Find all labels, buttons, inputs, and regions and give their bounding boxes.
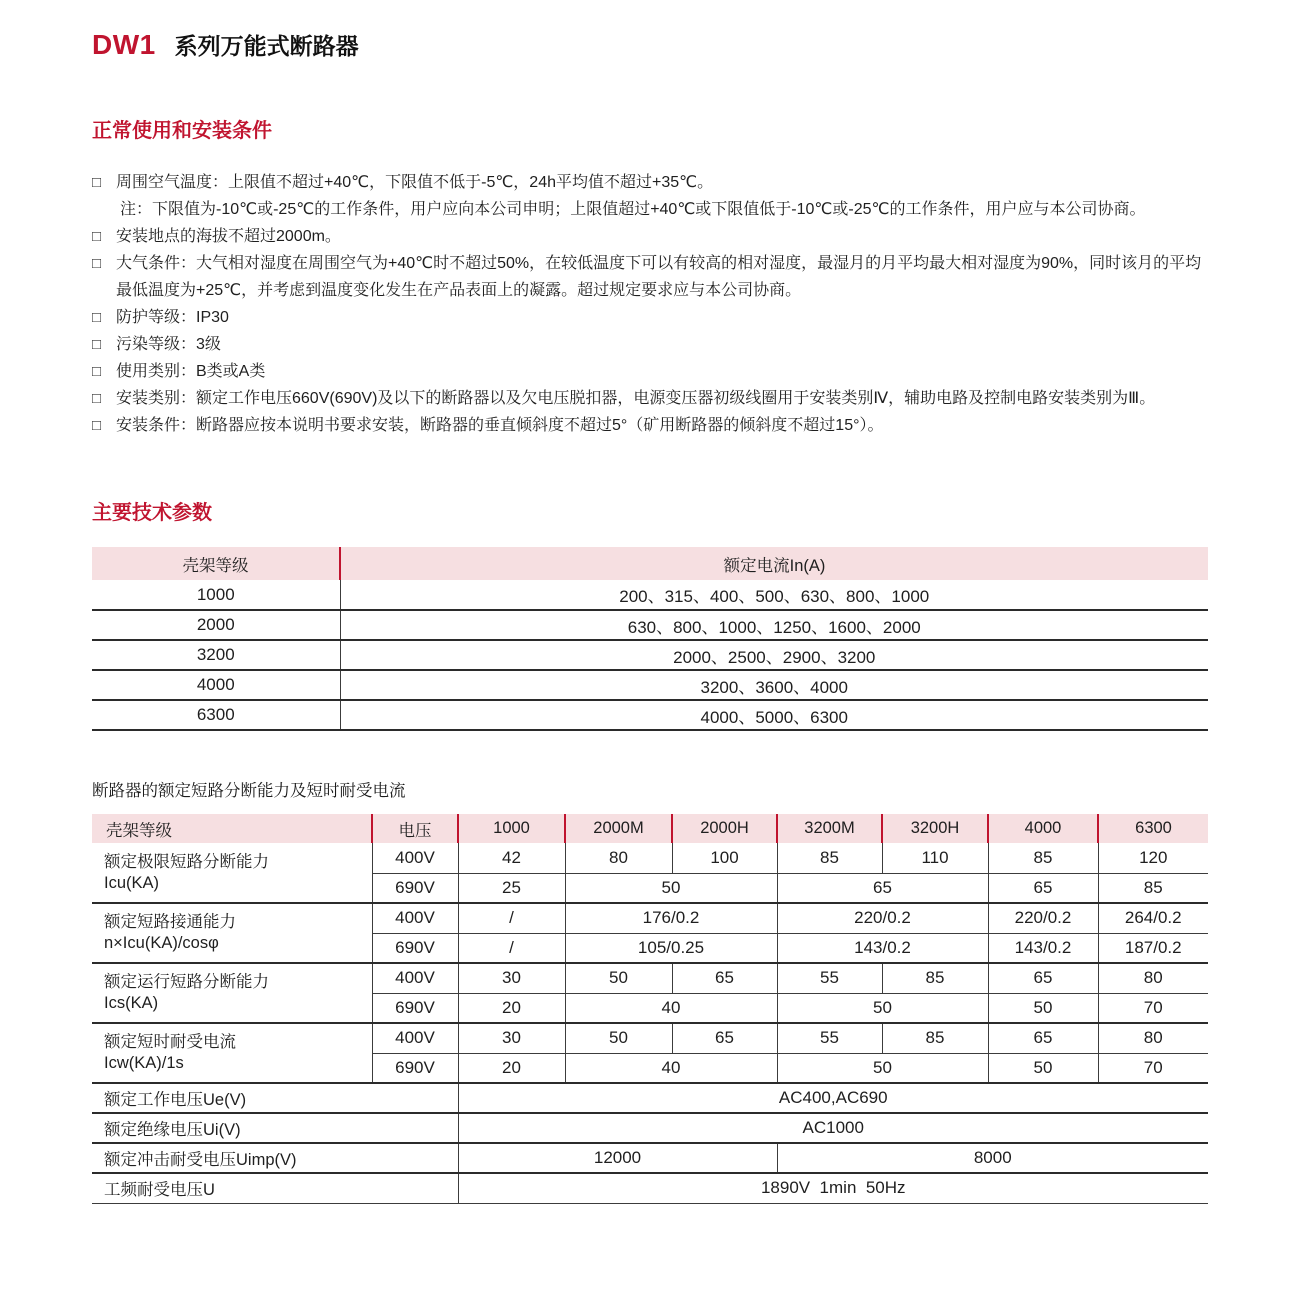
- condition-text: 大气条件：大气相对湿度在周围空气为+40℃时不超过50%，在较低温度下可以有较高的相对湿度，最湿月的月平均最大相对湿度为90%，同时该月的平均最低温度为+25℃，并考虑到温度变化发生在产品表面上的凝露。超过规定要求应与本公司协商。: [116, 255, 1202, 299]
- capacity-value-cell: 50: [565, 873, 777, 903]
- table-row: [92, 1113, 1208, 1143]
- table-row: [92, 700, 1208, 730]
- table-row: [92, 903, 1208, 933]
- checkbox-bullet-icon: □: [92, 336, 102, 353]
- capacity-value-cell: 70: [1098, 1053, 1208, 1083]
- parameter-value-cell: 12000: [458, 1143, 777, 1173]
- table-header-row: [92, 547, 1208, 580]
- capacity-value-cell: 85: [777, 843, 882, 873]
- series-title-text: 系列万能式断路器: [174, 33, 359, 59]
- capacity-value-cell: 65: [988, 963, 1098, 993]
- frame-size-cell: 1000: [92, 580, 340, 610]
- capacity-value-cell: 100: [672, 843, 777, 873]
- page-title: [92, 26, 1208, 63]
- frame-size-cell: 2000: [92, 610, 340, 640]
- capacity-value-cell: 65: [777, 873, 988, 903]
- capacity-value-cell: 85: [988, 843, 1098, 873]
- column-header-2000h: 2000H: [672, 814, 777, 843]
- group-label-line: Icu(KA): [104, 873, 160, 892]
- parameter-label-cell: 工频耐受电压U: [92, 1173, 458, 1203]
- parameter-label-cell: 额定绝缘电压Ui(V): [92, 1113, 458, 1143]
- voltage-cell: 690V: [372, 1053, 458, 1083]
- group-label-line: 额定短路接通能力: [104, 913, 236, 931]
- capacity-value-cell: 143/0.2: [988, 933, 1098, 963]
- series-brand-text: DW1: [92, 29, 156, 60]
- column-header-1000: 1000: [458, 814, 565, 843]
- capacity-value-cell: 55: [777, 963, 882, 993]
- table-row: [92, 1173, 1208, 1203]
- table-row: [92, 963, 1208, 993]
- condition-item-altitude: [92, 223, 1208, 250]
- capacity-value-cell: 176/0.2: [565, 903, 777, 933]
- capacity-value-cell: 80: [565, 843, 672, 873]
- condition-text: 安装条件：断路器应按本说明书要求安装，断路器的垂直倾斜度不超过5°（矿用断路器的倾斜度不超过15°）。: [116, 417, 884, 434]
- voltage-cell: 400V: [372, 843, 458, 873]
- column-header-2000m: 2000M: [565, 814, 672, 843]
- capacity-value-cell: /: [458, 903, 565, 933]
- voltage-cell: 400V: [372, 903, 458, 933]
- group-label-line: n×Icu(KA)/cosφ: [104, 934, 219, 952]
- frame-current-table: [92, 547, 1208, 731]
- condition-item-utilization-category: [92, 358, 1208, 385]
- capacity-value-cell: 42: [458, 843, 565, 873]
- capacity-value-cell: 40: [565, 1053, 777, 1083]
- breaking-capacity-caption: 断路器的额定短路分断能力及短时耐受电流: [92, 782, 406, 800]
- parameter-value-cell: AC400,AC690: [458, 1083, 1208, 1113]
- capacity-value-cell: 50: [777, 1053, 988, 1083]
- capacity-value-cell: 80: [1098, 963, 1208, 993]
- rated-current-cell: 630、800、1000、1250、1600、2000: [340, 610, 1208, 640]
- condition-text: 防护等级：IP30: [116, 309, 229, 326]
- parameter-value-cell: 8000: [777, 1143, 1208, 1173]
- capacity-value-cell: 65: [988, 1023, 1098, 1053]
- table-row: [92, 580, 1208, 610]
- capacity-value-cell: 220/0.2: [988, 903, 1098, 933]
- section-heading-usage-conditions: 正常使用和安装条件: [92, 120, 272, 142]
- condition-text: 安装类别：额定工作电压660V(690V)及以下的断路器以及欠电压脱扣器，电源变压器初级线圈用于安装类别Ⅳ，辅助电路及控制电路安装类别为Ⅲ。: [116, 390, 1156, 407]
- table-row: [92, 670, 1208, 700]
- checkbox-bullet-icon: □: [92, 228, 102, 245]
- rated-current-cell: 3200、3600、4000: [340, 670, 1208, 700]
- column-header-6300: 6300: [1098, 814, 1208, 843]
- parameter-label-cell: 额定冲击耐受电压Uimp(V): [92, 1143, 458, 1173]
- capacity-value-cell: 143/0.2: [777, 933, 988, 963]
- capacity-value-cell: 50: [777, 993, 988, 1023]
- rated-current-cell: 2000、2500、2900、3200: [340, 640, 1208, 670]
- column-header-rated-current: 额定电流In(A): [340, 547, 1208, 580]
- capacity-value-cell: 50: [565, 963, 672, 993]
- capacity-value-cell: 50: [565, 1023, 672, 1053]
- group-label-cell-making-capacity: [92, 903, 372, 963]
- table-row: [92, 610, 1208, 640]
- checkbox-bullet-icon: □: [92, 390, 102, 407]
- parameter-value-cell: AC1000: [458, 1113, 1208, 1143]
- voltage-cell: 400V: [372, 1023, 458, 1053]
- group-label-line: Ics(KA): [104, 994, 159, 1012]
- column-header-3200m: 3200M: [777, 814, 882, 843]
- section-heading-main-parameters: 主要技术参数: [92, 502, 212, 524]
- condition-item-installation-condition: [92, 412, 1208, 439]
- breaking-capacity-table: [92, 814, 1208, 1204]
- capacity-value-cell: 55: [777, 1023, 882, 1053]
- capacity-value-cell: 50: [988, 1053, 1098, 1083]
- rated-current-cell: 4000、5000、6300: [340, 700, 1208, 730]
- checkbox-bullet-icon: □: [92, 309, 102, 326]
- parameter-value-cell: 1890V 1min 50Hz: [458, 1173, 1208, 1203]
- table-row: [92, 1143, 1208, 1173]
- capacity-value-cell: 187/0.2: [1098, 933, 1208, 963]
- voltage-cell: 690V: [372, 933, 458, 963]
- condition-text: 使用类别：B类或A类: [116, 363, 266, 380]
- group-label-line: 额定极限短路分断能力: [104, 852, 269, 871]
- table-row: [92, 843, 1208, 873]
- condition-item-protection-grade: [92, 304, 1208, 331]
- table-header-row: [92, 814, 1208, 843]
- checkbox-bullet-icon: □: [92, 174, 102, 191]
- table-row: [92, 640, 1208, 670]
- capacity-value-cell: 220/0.2: [777, 903, 988, 933]
- frame-size-cell: 3200: [92, 640, 340, 670]
- capacity-value-cell: 85: [882, 963, 988, 993]
- capacity-value-cell: 20: [458, 993, 565, 1023]
- rated-current-cell: 200、315、400、500、630、800、1000: [340, 580, 1208, 610]
- column-header-frame-size: 壳架等级: [92, 814, 372, 843]
- column-header-3200h: 3200H: [882, 814, 988, 843]
- capacity-value-cell: 85: [882, 1023, 988, 1053]
- condition-item-ambient-temp: [92, 169, 1208, 223]
- condition-text: 污染等级：3级: [116, 336, 221, 353]
- condition-item-atmosphere: [92, 250, 1208, 304]
- group-label-line: Icw(KA)/1s: [104, 1054, 184, 1072]
- table-row: [92, 1023, 1208, 1053]
- column-header-frame-size: 壳架等级: [92, 547, 340, 580]
- condition-note: 注：下限值为-10℃或-25℃的工作条件，用户应向本公司申明；上限值超过+40℃或下限值低于-10℃或-25℃的工作条件，用户应与本公司协商。: [120, 201, 1146, 218]
- capacity-value-cell: 30: [458, 1023, 565, 1053]
- voltage-cell: 690V: [372, 873, 458, 903]
- capacity-value-cell: 85: [1098, 873, 1208, 903]
- column-header-4000: 4000: [988, 814, 1098, 843]
- capacity-value-cell: 65: [672, 1023, 777, 1053]
- condition-item-pollution-grade: [92, 331, 1208, 358]
- group-label-line: 额定短时耐受电流: [104, 1033, 236, 1051]
- capacity-value-cell: 70: [1098, 993, 1208, 1023]
- condition-list: [92, 169, 1208, 439]
- capacity-value-cell: 40: [565, 993, 777, 1023]
- column-header-voltage: 电压: [372, 814, 458, 843]
- capacity-value-cell: 110: [882, 843, 988, 873]
- voltage-cell: 400V: [372, 963, 458, 993]
- capacity-value-cell: 20: [458, 1053, 565, 1083]
- capacity-value-cell: 65: [988, 873, 1098, 903]
- capacity-value-cell: 264/0.2: [1098, 903, 1208, 933]
- group-label-cell-ics: [92, 963, 372, 1023]
- capacity-value-cell: 50: [988, 993, 1098, 1023]
- parameter-label-cell: 额定工作电压Ue(V): [92, 1083, 458, 1113]
- condition-text: 安装地点的海拔不超过2000m。: [116, 228, 341, 245]
- capacity-value-cell: 65: [672, 963, 777, 993]
- checkbox-bullet-icon: □: [92, 417, 102, 434]
- checkbox-bullet-icon: □: [92, 363, 102, 380]
- capacity-value-cell: 120: [1098, 843, 1208, 873]
- condition-text: 周围空气温度：上限值不超过+40℃，下限值不低于-5℃，24h平均值不超过+35℃。: [116, 174, 714, 191]
- frame-size-cell: 4000: [92, 670, 340, 700]
- table-row: [92, 1083, 1208, 1113]
- condition-item-installation-category: [92, 385, 1208, 412]
- group-label-cell-icw: [92, 1023, 372, 1083]
- capacity-value-cell: 105/0.25: [565, 933, 777, 963]
- capacity-value-cell: 80: [1098, 1023, 1208, 1053]
- capacity-value-cell: /: [458, 933, 565, 963]
- capacity-value-cell: 25: [458, 873, 565, 903]
- group-label-line: 额定运行短路分断能力: [104, 973, 269, 991]
- group-label-cell-icu: [92, 843, 372, 903]
- capacity-value-cell: 30: [458, 963, 565, 993]
- checkbox-bullet-icon: □: [92, 255, 102, 272]
- voltage-cell: 690V: [372, 993, 458, 1023]
- frame-size-cell: 6300: [92, 700, 340, 730]
